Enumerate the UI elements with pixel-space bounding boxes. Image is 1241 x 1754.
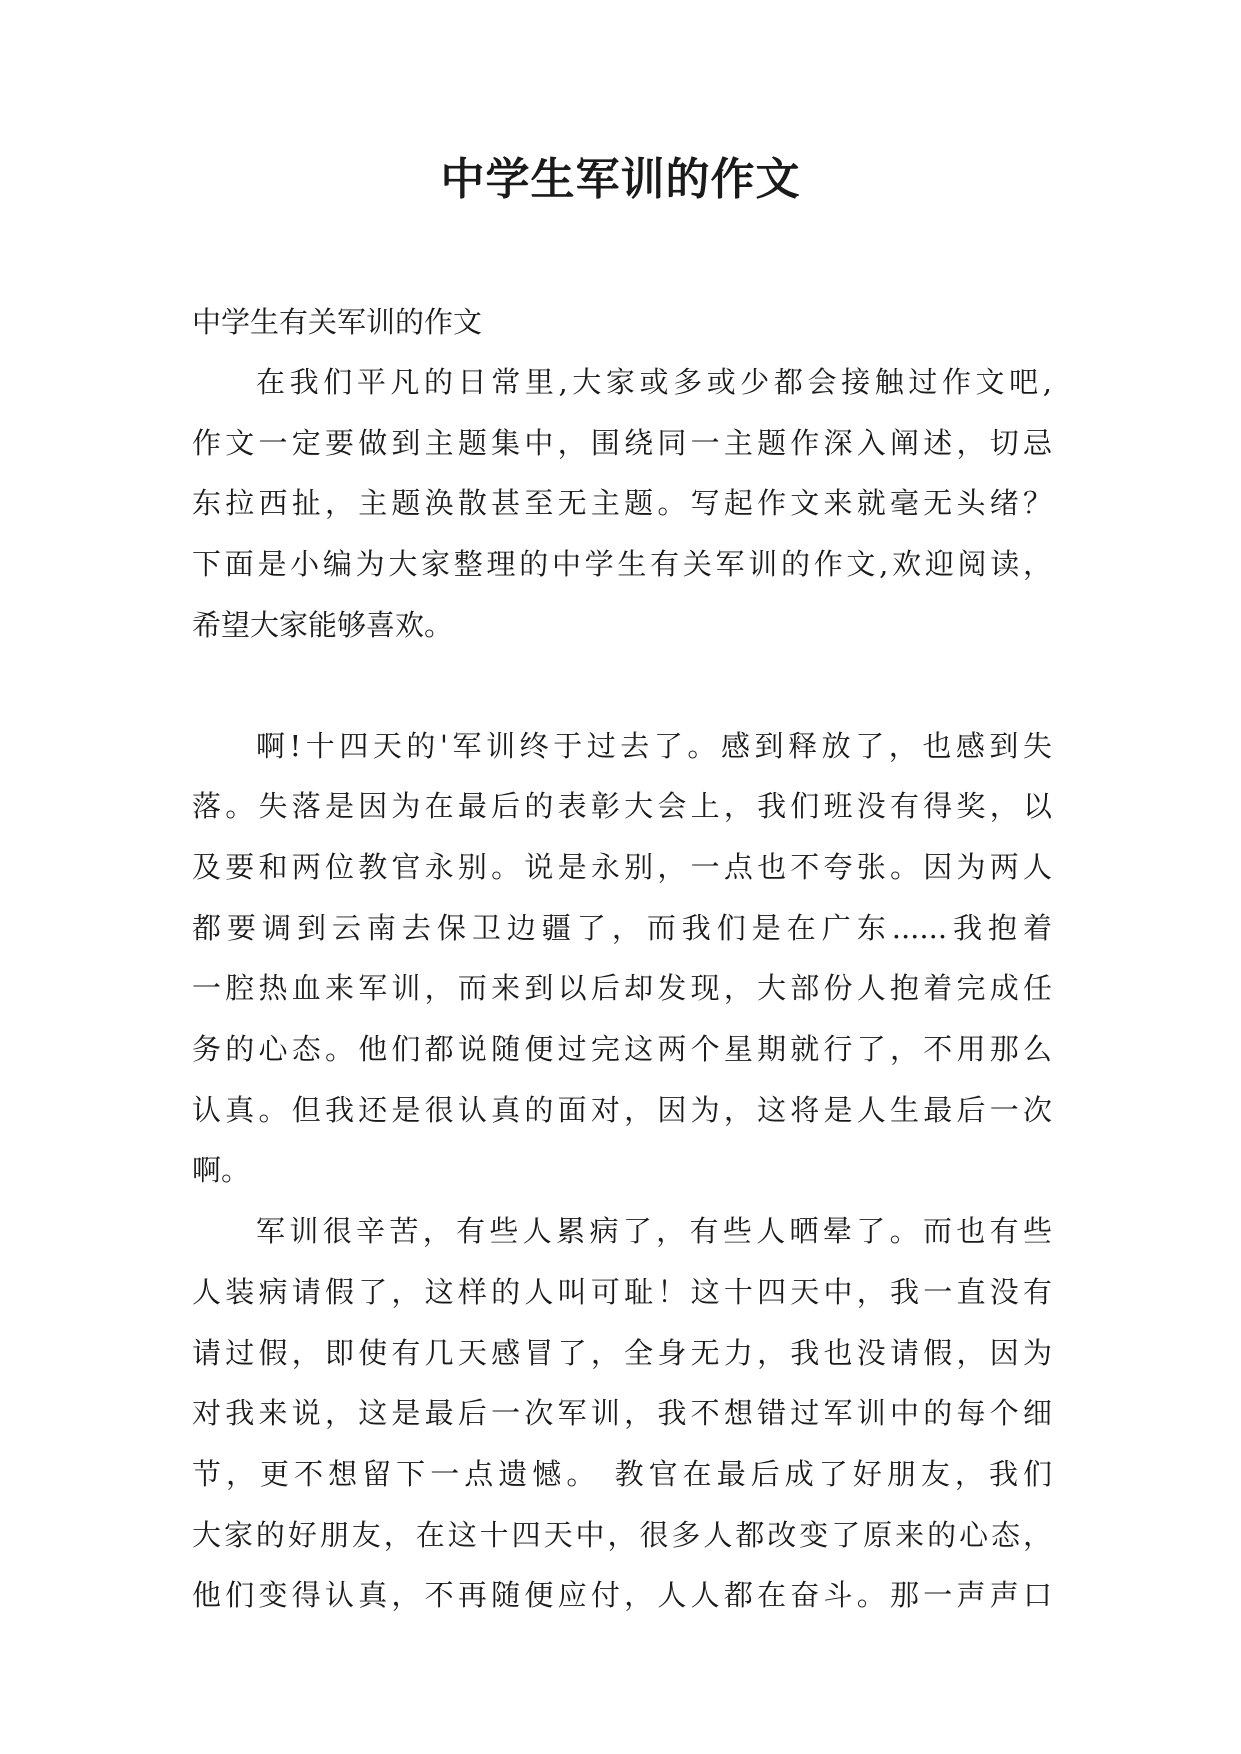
text-line: 认真。但我还是很认真的面对，因为，这将是人生最后一次 bbox=[192, 1092, 1052, 1127]
text-line: 东拉西扯，主题涣散甚至无主题。写起作文来就毫无头绪？ bbox=[192, 486, 1052, 521]
text-line: 节，更不想留下一点遗憾。 教官在最后成了好朋友，我们 bbox=[192, 1456, 1052, 1491]
body-paragraph-1 bbox=[192, 716, 1052, 1202]
text-line: 他们变得认真，不再随便应付，人人都在奋斗。那一声声口 bbox=[192, 1578, 1052, 1613]
document-body bbox=[192, 292, 1052, 1626]
text-line: 大家的好朋友，在这十四天中，很多人都改变了原来的心态， bbox=[192, 1517, 1052, 1552]
text-line: 在我们平凡的日常里,大家或多或少都会接触过作文吧, bbox=[256, 365, 1052, 399]
intro-paragraph bbox=[192, 352, 1052, 656]
body-paragraph-2 bbox=[192, 1201, 1052, 1626]
text-line: 作文一定要做到主题集中，围绕同一主题作深入阐述，切忌 bbox=[192, 425, 1052, 460]
text-line: 对我来说，这是最后一次军训，我不想错过军训中的每个细 bbox=[192, 1396, 1052, 1431]
paragraph-gap bbox=[192, 656, 1052, 716]
text-line: 务的心态。他们都说随便过完这两个星期就行了，不用那么 bbox=[192, 1032, 1052, 1067]
text-line: 希望大家能够喜欢。 bbox=[192, 607, 454, 642]
text-line: 军训很辛苦，有些人累病了，有些人晒晕了。而也有些 bbox=[256, 1214, 1052, 1249]
text-line: 下面是小编为大家整理的中学生有关军训的作文,欢迎阅读， bbox=[192, 547, 1052, 582]
text-line: 落。失落是因为在最后的表彰大会上，我们班没有得奖，以 bbox=[192, 789, 1052, 824]
text-line: 啊。 bbox=[192, 1153, 251, 1188]
text-line: 请过假，即使有几天感冒了，全身无力，我也没请假，因为 bbox=[192, 1335, 1052, 1370]
text-line: 啊!十四天的'军训终于过去了。感到释放了，也感到失 bbox=[256, 728, 1052, 763]
document-subtitle: 中学生有关军训的作文 bbox=[192, 305, 483, 339]
text-line: 一腔热血来军训，而来到以后却发现，大部份人抱着完成任 bbox=[192, 971, 1052, 1006]
text-line: 都要调到云南去保卫边疆了，而我们是在广东......我抱着 bbox=[192, 910, 1052, 945]
document-title: 中学生军训的作文 bbox=[440, 154, 801, 205]
text-line: 人装病请假了，这样的人叫可耻！这十四天中，我一直没有 bbox=[192, 1274, 1052, 1309]
text-line: 及要和两位教官永别。说是永别，一点也不夸张。因为两人 bbox=[192, 849, 1052, 884]
